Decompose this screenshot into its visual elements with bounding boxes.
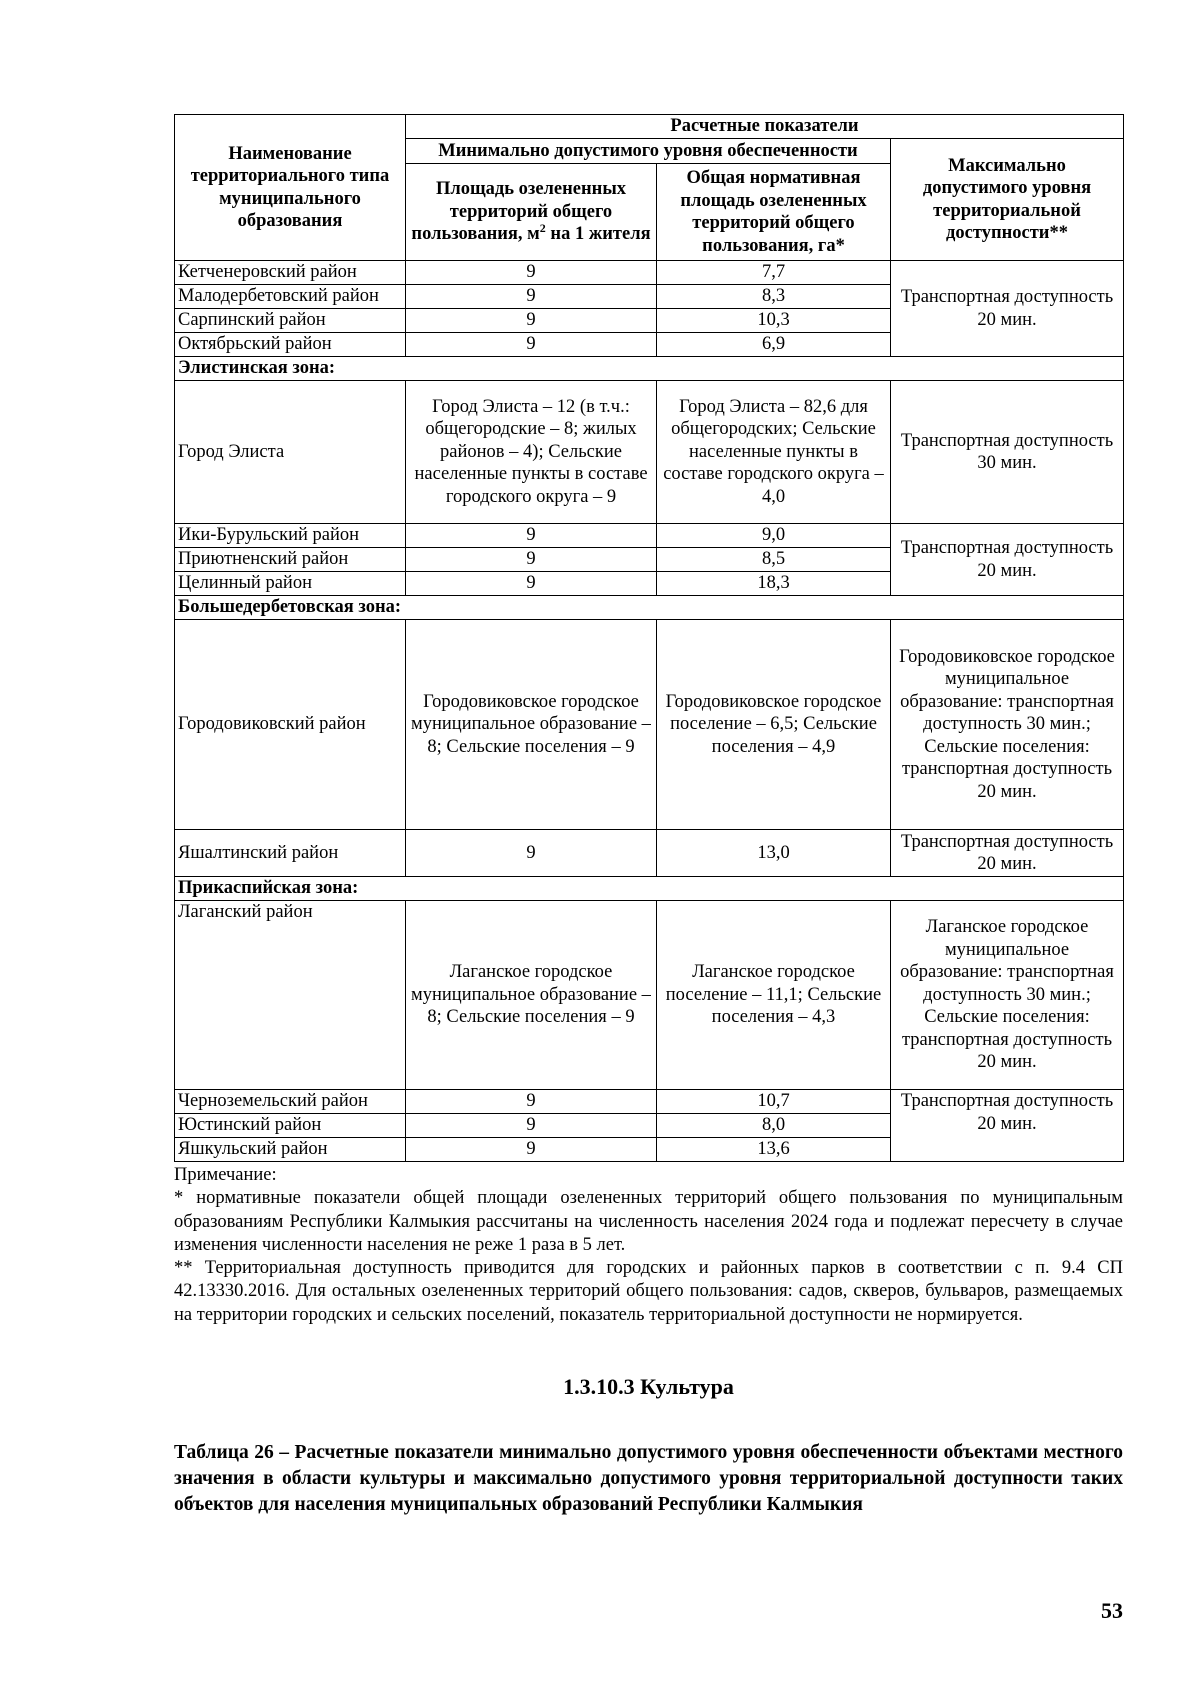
total-area-value: 10,7	[657, 1090, 891, 1114]
page-number: 53	[1101, 1598, 1123, 1623]
total-area-value: Лаганское городское поселение – 11,1; Сельские поселения – 4,3	[657, 901, 891, 1090]
district-name: Приютненский район	[175, 548, 406, 572]
district-name: Юстинский район	[175, 1114, 406, 1138]
district-name: Малодербетовский район	[175, 285, 406, 309]
district-name: Яшалтинский район	[175, 830, 406, 877]
per-resident-value: 9	[406, 1114, 657, 1138]
zone-row	[175, 877, 1124, 901]
per-resident-value: 9	[406, 830, 657, 877]
total-area-value: 9,0	[657, 524, 891, 548]
district-name: Целинный район	[175, 572, 406, 596]
header-name-column: Наименование территориального типа муниципального образования	[175, 115, 406, 261]
district-name: Октябрьский район	[175, 333, 406, 357]
per-resident-value: 9	[406, 285, 657, 309]
district-name: Город Элиста	[175, 381, 406, 524]
table-row	[175, 1090, 1124, 1114]
access-value: Городовиковское городское муниципальное образование: транспортная доступность 30 мин.; Сельские поселения: транспортная доступность 20 мин.	[891, 620, 1124, 830]
per-resident-value: Лаганское городское муниципальное образование – 8; Сельские поселения – 9	[406, 901, 657, 1090]
access-value: Транспортная доступность 30 мин.	[891, 381, 1124, 524]
per-resident-value: 9	[406, 333, 657, 357]
header-max-access: Максимально допустимого уровня территориальной доступности**	[891, 139, 1124, 261]
access-value: Транспортная доступность 20 мин.	[891, 830, 1124, 877]
note-2: ** Территориальная доступность приводится для городских и районных парков в соответствии с п. 9.4 СП 42.13330.2016. Для остальных озелененных территорий общего пользования: садов, скверов, бульваров, размещаемых на территории городских и сельских поселений, показатель территориальной доступности не нормируется.	[174, 1258, 1123, 1325]
zone-title-bolshederbet: Большедербетовская зона:	[175, 596, 1124, 620]
access-value: Транспортная доступность 20 мин.	[891, 1090, 1124, 1162]
access-value: Транспортная доступность 20 мин.	[891, 261, 1124, 357]
district-name: Ики-Бурульский район	[175, 524, 406, 548]
table-row	[175, 261, 1124, 285]
total-area-value: 13,0	[657, 830, 891, 877]
district-name: Лаганский район	[175, 901, 406, 1090]
access-value: Транспортная доступность 20 мин.	[891, 524, 1124, 596]
table-header-row	[175, 115, 1124, 139]
per-resident-value: Городовиковское городское муниципальное образование – 8; Сельские поселения – 9	[406, 620, 657, 830]
total-area-value: Городовиковское городское поселение – 6,5; Сельские поселения – 4,9	[657, 620, 891, 830]
table-notes	[174, 1164, 1123, 1327]
per-resident-value: 9	[406, 572, 657, 596]
per-resident-value: 9	[406, 548, 657, 572]
total-area-value: 8,3	[657, 285, 891, 309]
district-name: Городовиковский район	[175, 620, 406, 830]
section-heading: 1.3.10.3 Культура	[563, 1374, 734, 1399]
district-name: Яшкульский район	[175, 1138, 406, 1162]
per-resident-value: 9	[406, 1138, 657, 1162]
total-area-value: 8,0	[657, 1114, 891, 1138]
district-name: Черноземельский район	[175, 1090, 406, 1114]
header-area-per-resident: Площадь озелененных территорий общего пользования, $м^2$ на 1 жителя	[406, 164, 657, 261]
zone-title-elista: Элистинская зона:	[175, 357, 1124, 381]
district-name: Кетченеровский район	[175, 261, 406, 285]
green-areas-table	[174, 114, 1124, 1162]
zone-row	[175, 357, 1124, 381]
note-1: * нормативные показатели общей площади озелененных территорий общего пользования по муниципальным образованиям Республики Калмыкия рассчитаны на численность населения 2024 года и подлежат пересчету в случае изменения численности населения не реже 1 раза в 5 лет.	[174, 1188, 1123, 1255]
total-area-value: 8,5	[657, 548, 891, 572]
table-row	[175, 620, 1124, 830]
total-area-value: 10,3	[657, 309, 891, 333]
total-area-value: Город Элиста – 82,6 для общегородских; Сельские населенные пункты в составе городского округа – 4,0	[657, 381, 891, 524]
table-row	[175, 830, 1124, 877]
total-area-value: 6,9	[657, 333, 891, 357]
header-indicators: Расчетные показатели	[406, 115, 1124, 139]
per-resident-value: 9	[406, 524, 657, 548]
table-row	[175, 381, 1124, 524]
notes-title: Примечание:	[174, 1165, 277, 1185]
per-resident-value: 9	[406, 261, 657, 285]
per-resident-value: Город Элиста – 12 (в т.ч.: общегородские – 8; жилых районов – 4); Сельские населенные пункты в составе городского округа – 9	[406, 381, 657, 524]
per-resident-value: 9	[406, 309, 657, 333]
total-area-value: 7,7	[657, 261, 891, 285]
zone-title-caspian: Прикаспийская зона:	[175, 877, 1124, 901]
table-caption: Таблица 26 – Расчетные показатели минимально допустимого уровня обеспеченности объектами местного значения в области культуры и максимально допустимого уровня территориальной доступности таких объектов для населения муниципальных образований Республики Калмыкия	[174, 1442, 1123, 1515]
access-value: Лаганское городское муниципальное образование: транспортная доступность 30 мин.; Сельские поселения: транспортная доступность 20 мин.	[891, 901, 1124, 1090]
header-total-area: Общая нормативная площадь озелененных территорий общего пользования, га*	[657, 164, 891, 261]
table-row	[175, 901, 1124, 1090]
table-row	[175, 524, 1124, 548]
zone-row	[175, 596, 1124, 620]
district-name: Сарпинский район	[175, 309, 406, 333]
per-resident-value: 9	[406, 1090, 657, 1114]
header-min-level: Минимально допустимого уровня обеспеченности	[406, 139, 891, 164]
total-area-value: 18,3	[657, 572, 891, 596]
total-area-value: 13,6	[657, 1138, 891, 1162]
